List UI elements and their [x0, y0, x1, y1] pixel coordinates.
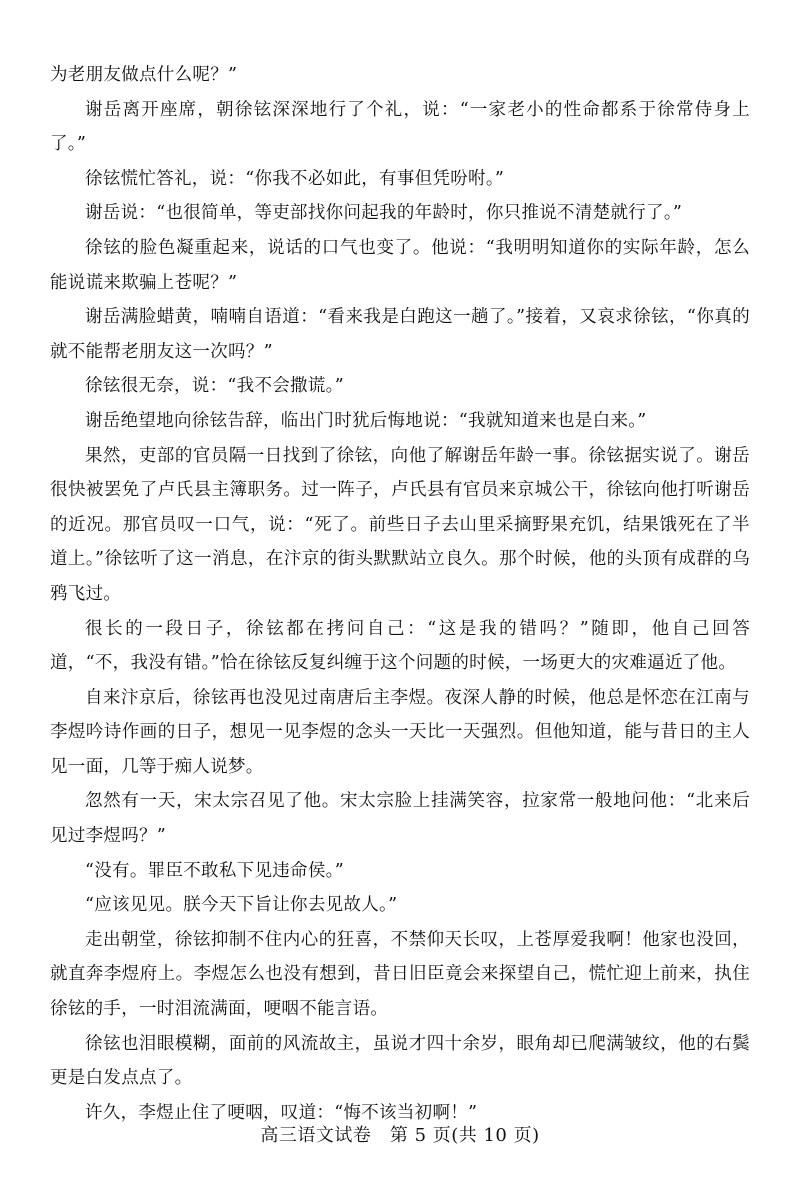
paragraph-15: 走出朝堂，徐铉抑制不住内心的狂喜，不禁仰天长叹，上苍厚爱我啊！他家也没回，就直奔李煜府上。李煜怎么也没有想到，昔日旧臣竟会来探望自己，慌忙迎上前来，执住徐铉的手，一时泪流满面，哽咽不能言语。 — [50, 929, 750, 1020]
page-body — [50, 58, 750, 1130]
paragraph-5: 徐铉的脸色凝重起来，说话的口气也变了。他说：“我明明知道你的实际年龄，怎么能说谎来欺骗上苍呢？” — [50, 237, 750, 293]
paragraph-4: 谢岳说：“也很简单，等吏部找你问起我的年龄时，你只推说不清楚就行了。” — [85, 203, 683, 224]
paragraph-17: 许久，李煜止住了哽咽，叹道：“悔不该当初啊！” — [85, 1102, 478, 1123]
paragraph-6: 谢岳满脸蜡黄，喃喃自语道：“看来我是白跑这一趟了。”接着，又哀求徐铉，“你真的就不能帮老朋友这一次吗？” — [50, 307, 750, 362]
paragraph-10: 很长的一段日子，徐铉都在拷问自己：“这是我的错吗？”随即，他自己回答道，“不，我没有错。”恰在徐铉反复纠缠于这个问题的时候，一场更大的灾难逼近了他。 — [50, 618, 750, 674]
paragraph-7: 徐铉很无奈，说：“我不会撒谎。” — [85, 376, 344, 397]
paragraph-8: 谢岳绝望地向徐铉告辞，临出门时犹后悔地说：“我就知道来也是白来。” — [85, 410, 647, 431]
paragraph-2: 谢岳离开座席，朝徐铉深深地行了个礼，说：“一家老小的性命都系于徐常侍身上了。” — [50, 99, 750, 155]
paragraph-9: 果然，吏部的官员隔一日找到了徐铉，向他了解谢岳年龄一事。徐铉据实说了。谢岳很快被罢免了卢氏县主簿职务。过一阵子，卢氏县有官员来京城公干，徐铉向他打听谢岳的近况。那官员叹一口气，说：“死了。前些日子去山里采摘野果充饥，结果饿死在了半道上。”徐铉听了这一消息，在汴京的街头默默站立良久。那个时候，他的头顶有成群的乌鸦飞过。 — [50, 445, 750, 604]
paragraph-14: “应该见见。朕今天下旨让你去见故人。” — [85, 895, 398, 916]
paragraph-1: 为老朋友做点什么呢？” — [50, 65, 238, 85]
paragraph-13: “没有。罪臣不敢私下见违命侯。” — [85, 860, 344, 881]
page-footer: 高三语文试卷 第 5 页(共 10 页) — [260, 1125, 540, 1146]
paragraph-11: 自来汴京后，徐铉再也没见过南唐后主李煜。夜深人静的时候，他总是怀恋在江南与李煜吟诗作画的日子，想见一见李煜的念头一天比一天强烈。但他知道，能与昔日的主人见一面，几等于痴人说梦。 — [50, 687, 750, 777]
paragraph-3: 徐铉慌忙答礼，说：“你我不必如此，有事但凭吩咐。” — [85, 168, 505, 189]
paragraph-12: 忽然有一天，宋太宗召见了他。宋太宗脸上挂满笑容，拉家常一般地问他：“北来后见过李煜吗？” — [50, 791, 750, 847]
paragraph-16: 徐铉也泪眼模糊，面前的风流故主，虽说才四十余岁，眼角却已爬满皱纹，他的右鬓更是白发点点了。 — [50, 1033, 750, 1089]
